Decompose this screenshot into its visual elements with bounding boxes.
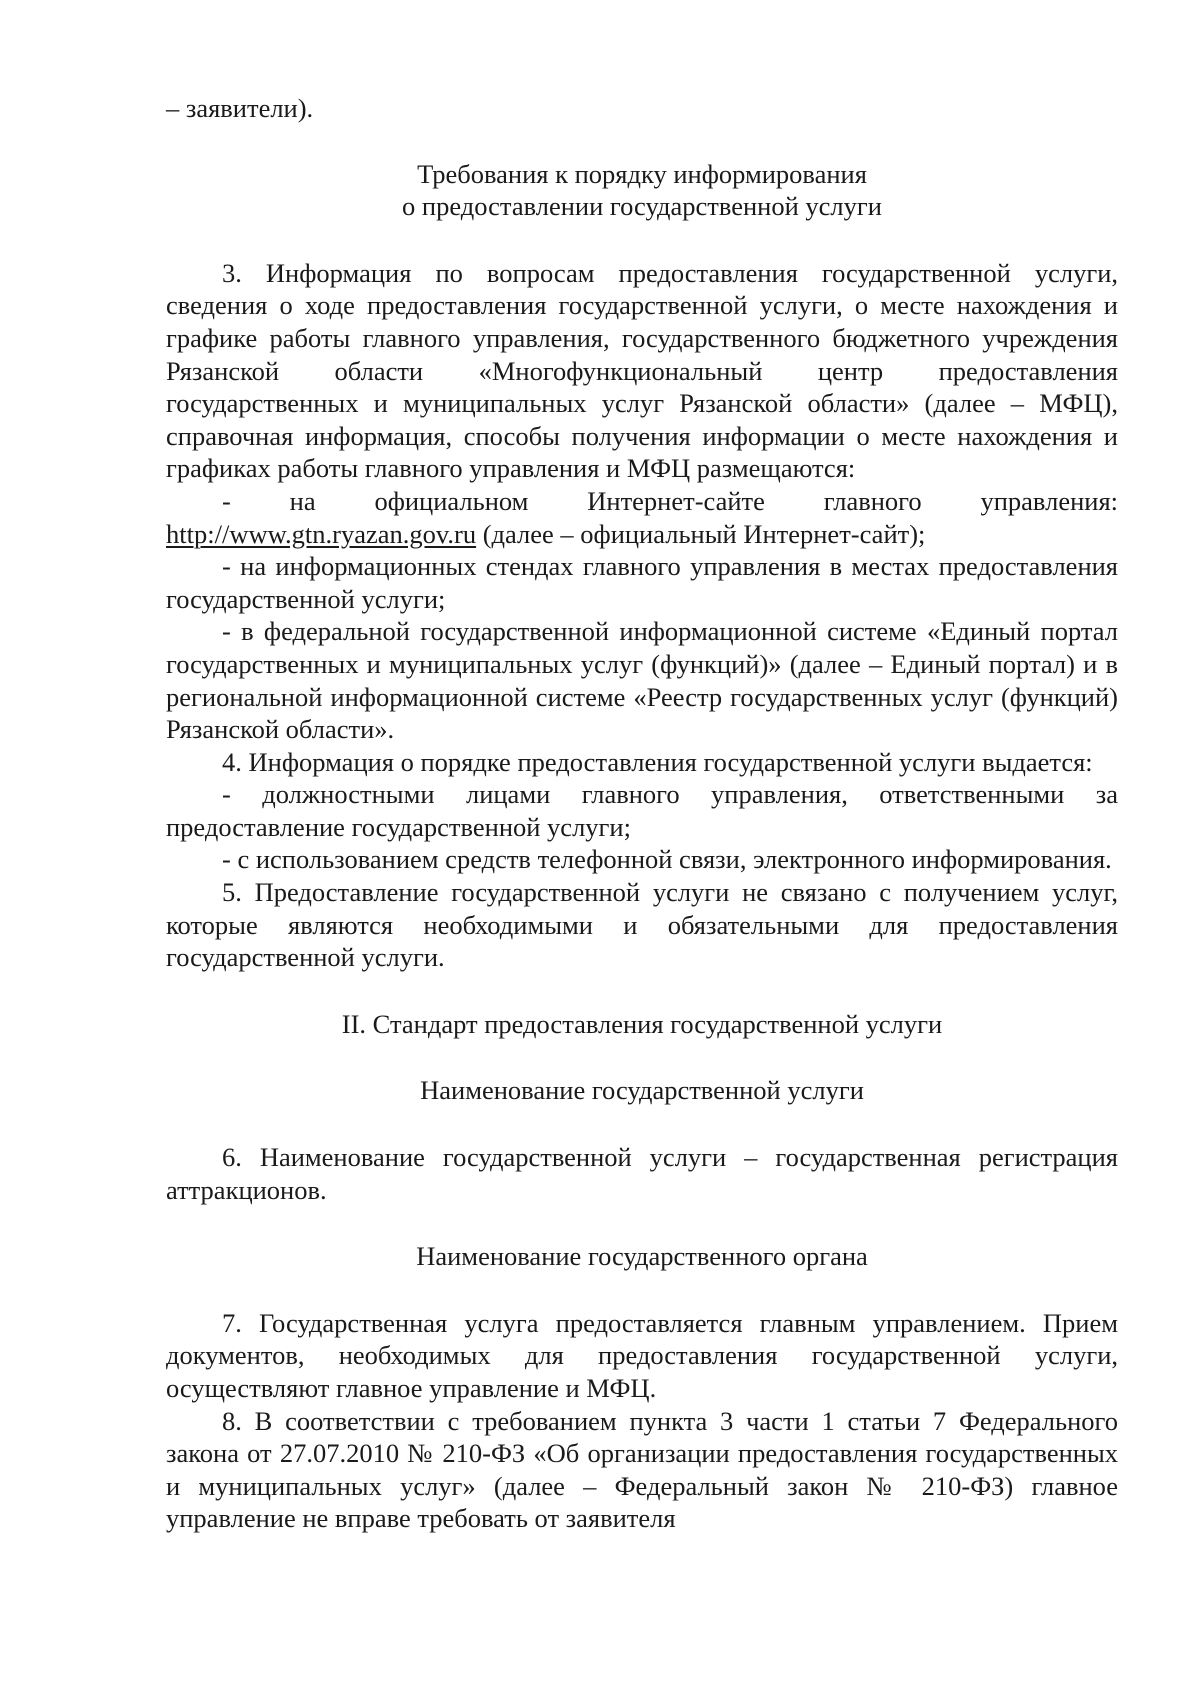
heading-service-name: Наименование государственной услуги [420, 1075, 864, 1106]
heading-informing-requirements [166, 158, 1118, 223]
paragraph-3-item-portal: - в федеральной государственной информационной системе «Единый портал государственных и муниципальных услуг (функций)» (далее – Единый портал) и в региональной информационной системе «Реестр государственных услуг (функций) Рязанской области». [166, 616, 1118, 745]
item-website-suffix: (далее – официальный Интернет-сайт); [476, 518, 926, 549]
paragraph-3-item-stands: - на информационных стендах главного управления в местах предоставления государственной услуги; [166, 551, 1118, 614]
paragraph-3-item-website [166, 485, 1118, 550]
official-website-link[interactable]: http://www.gtn.ryazan.gov.ru [166, 518, 477, 549]
heading-line-1: Требования к порядку информирования [417, 158, 867, 189]
paragraph-5: 5. Предоставление государственной услуги не связано с получением услуг, которые являются необходимыми и обязательными для предоставления государственной услуги. [166, 877, 1118, 973]
item-website-prefix: - на официальном Интернет-сайте главного управления: [222, 485, 1118, 516]
paragraph-4: 4. Информация о порядке предоставления государственной услуги выдается: [222, 746, 1093, 777]
paragraph-4-item-officials: - должностными лицами главного управления, ответственными за предоставление государственной услуги; [166, 779, 1118, 842]
paragraph-3: 3. Информация по вопросам предоставления государственной услуги, сведения о ходе предоставления государственной услуги, о месте нахождения и графике работы главного управления, государственного бюджетного учреждения Рязанской области «Многофункциональный центр предоставления государственных и муниципальных услуг Рязанской области» (далее – МФЦ), справочная информация, способы получения информации о месте нахождения и графиках работы главного управления и МФЦ размещаются: [166, 257, 1118, 484]
paragraph-6: 6. Наименование государственной услуги – государственная регистрация аттракционов. [166, 1142, 1118, 1205]
paragraph-8: 8. В соответствии с требованием пункта 3 части 1 статьи 7 Федерального закона от 27.07.2010 № 210-ФЗ «Об организации предоставления государственных и муниципальных услуг» (далее – Федеральный закон № 210-ФЗ) главное управление не вправе требовать от заявителя [166, 1405, 1118, 1534]
lead-line: – заявители). [166, 93, 314, 123]
paragraph-4-item-phone: - с использованием средств телефонной связи, электронного информирования. [222, 844, 1112, 875]
document-body [166, 92, 1118, 1535]
paragraph-7: 7. Государственная услуга предоставляется главным управлением. Прием документов, необходимых для предоставления государственной услуги, осуществляют главное управление и МФЦ. [166, 1307, 1118, 1403]
heading-line-2: о предоставлении государственной услуги [402, 191, 882, 222]
heading-authority-name: Наименование государственного органа [416, 1241, 868, 1272]
section-2-heading: II. Стандарт предоставления государственной услуги [341, 1008, 943, 1039]
